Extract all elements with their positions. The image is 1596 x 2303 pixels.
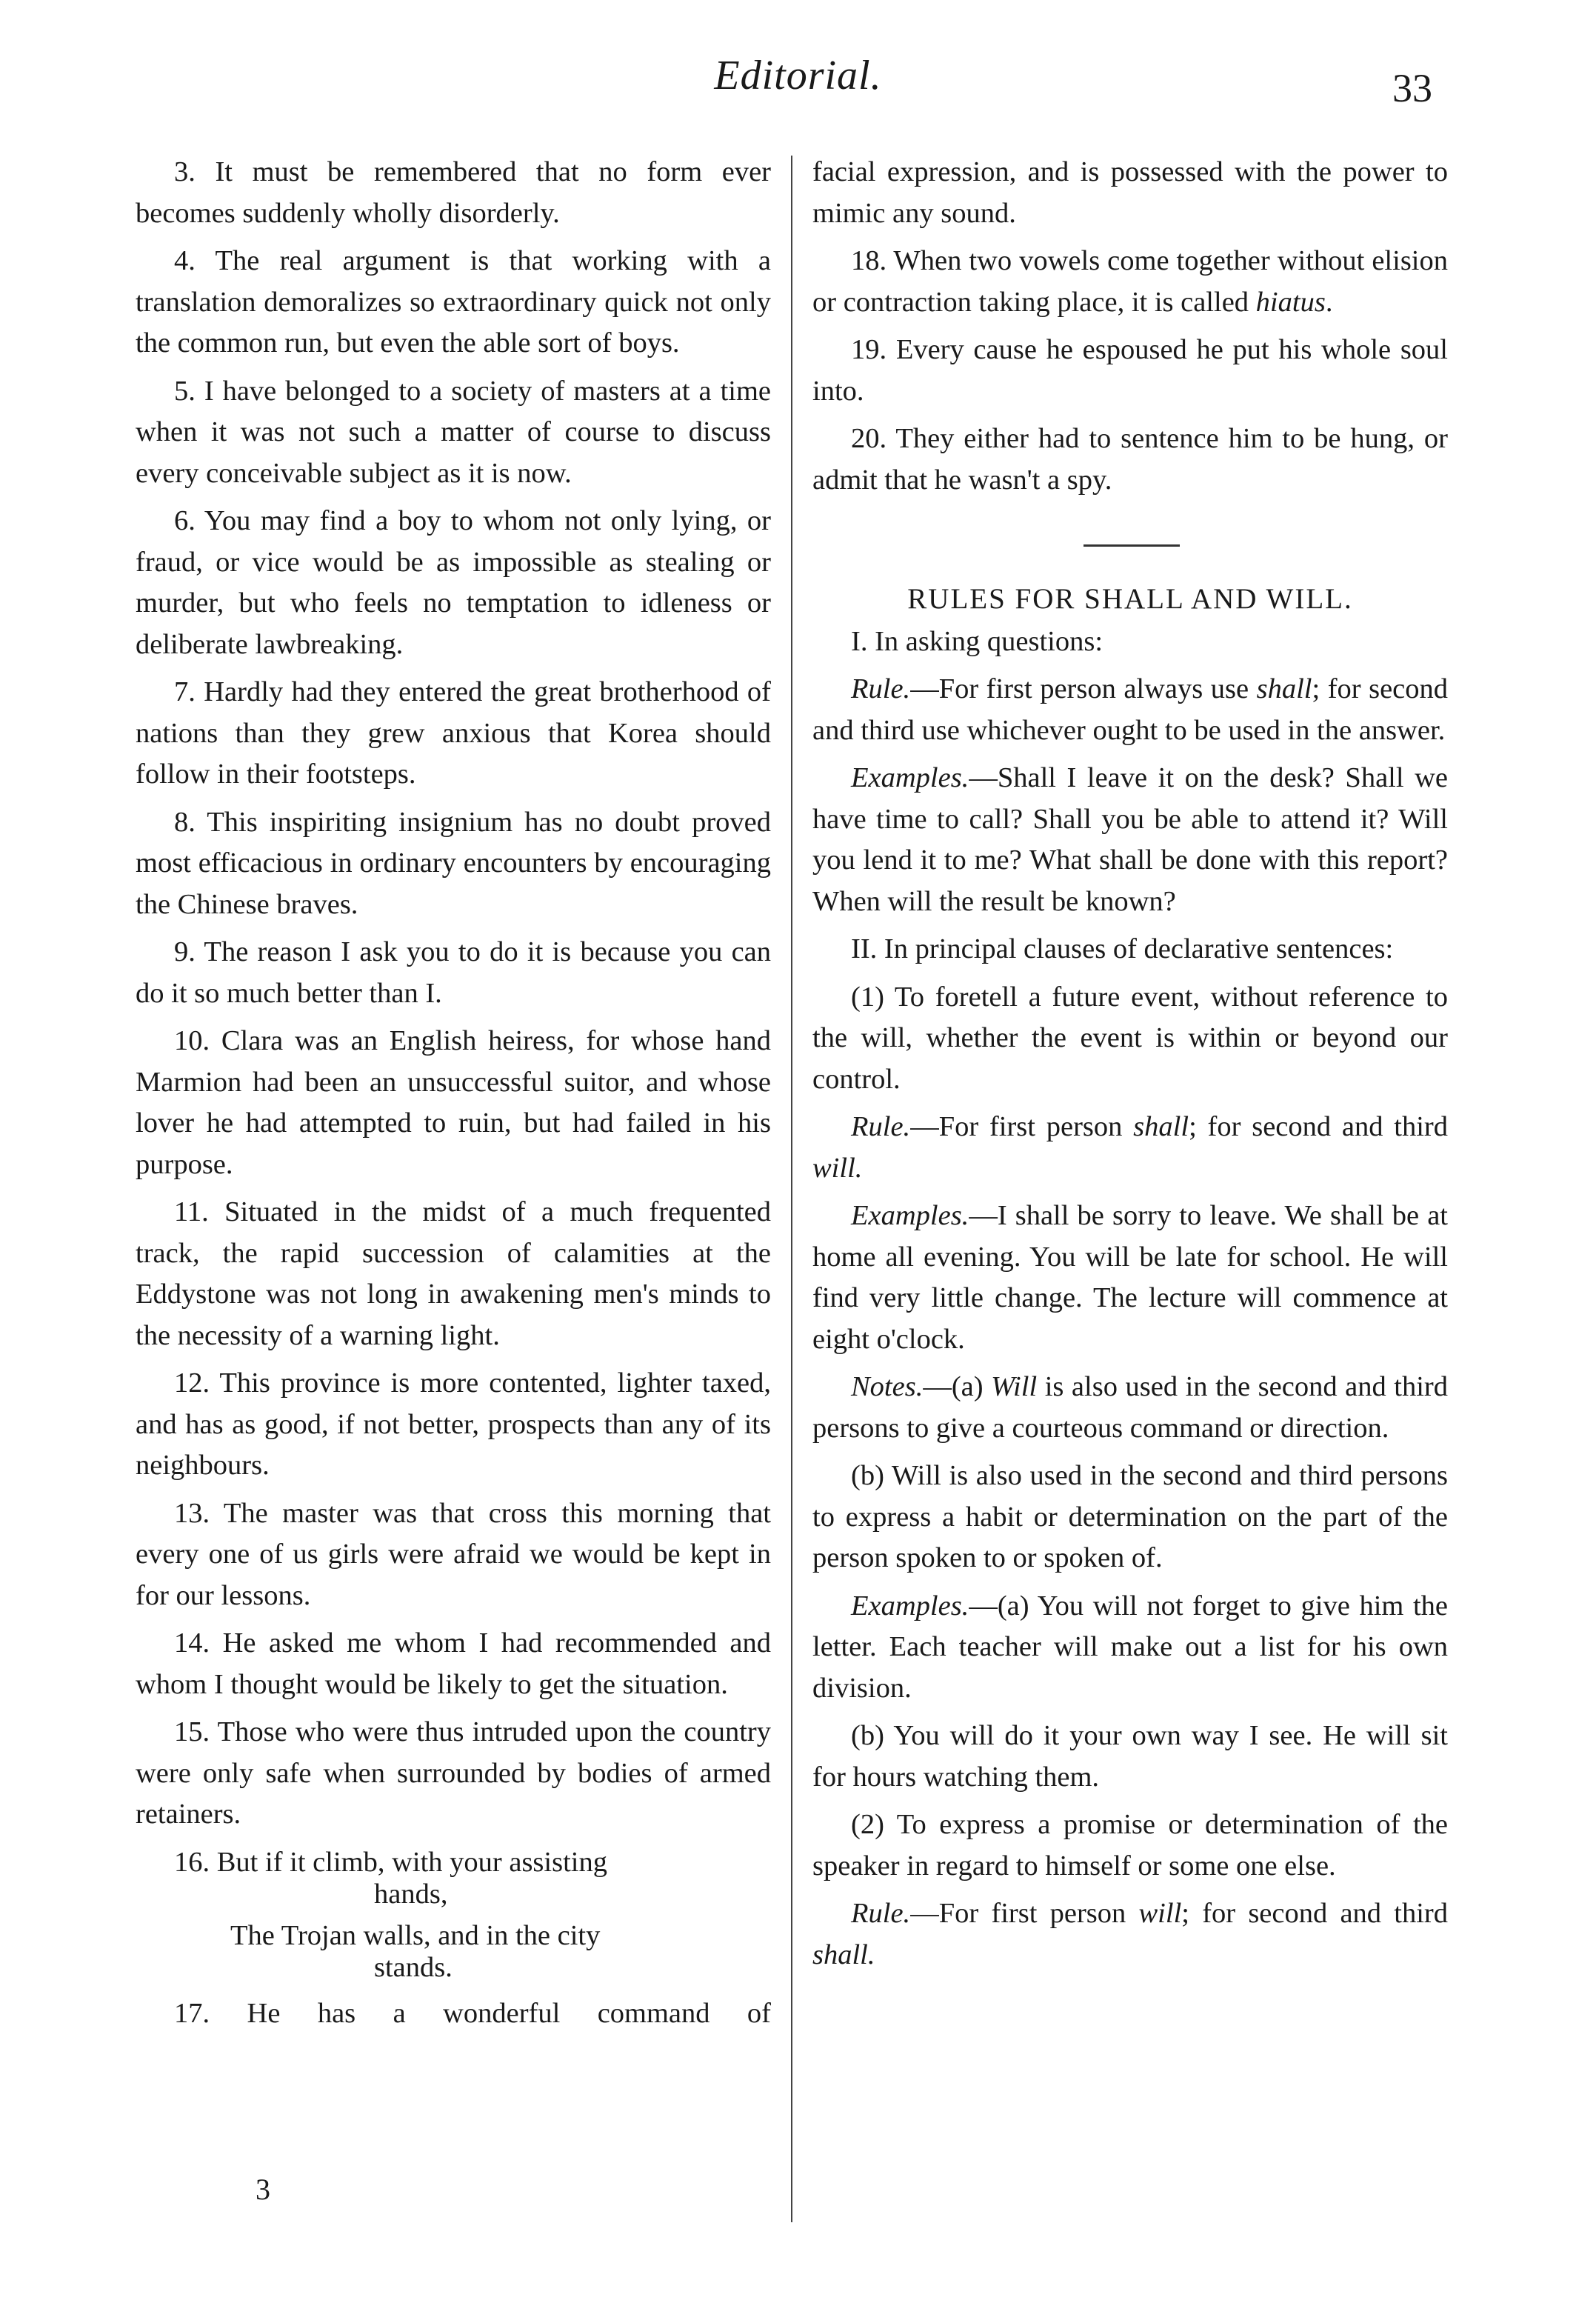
rule-text: ; for second and third bbox=[1189, 1111, 1448, 1142]
verse-line: 16. But if it climb, with your assisting bbox=[174, 1846, 607, 1878]
left-column bbox=[136, 152, 771, 2041]
list-item: 6. You may find a boy to whom not only lying, or fraud, or vice would be as impossible as stealing or murder, but who feels no temptation to idleness or deliberate lawbreaking. bbox=[136, 505, 771, 660]
list-item: 3. It must be remembered that no form ever becomes suddenly wholly disorderly. bbox=[136, 156, 771, 229]
rule-paragraph bbox=[812, 1586, 1448, 1710]
list-item: 7. Hardly had they entered the great brotherhood of nations than they grew anxious that Korea should follow in their footsteps. bbox=[136, 676, 771, 790]
rule-text: —I shall be sorry to leave. We shall be at home all evening. You will be late for school. He will find very little change. The lecture will commence at eight o'clock. bbox=[812, 1200, 1448, 1355]
rule-paragraph: (b) Will is also used in the second and third persons to express a habit or determination on the part of the person spoken to or spoken of. bbox=[812, 1460, 1448, 1573]
emphasis-shall: shall bbox=[1256, 673, 1312, 704]
term-hiatus: hiatus bbox=[1255, 286, 1326, 318]
list-item: 18. When two vowels come together without elision or contraction taking place, it is called hiatus. bbox=[812, 245, 1448, 318]
rule-text: ; for second and third bbox=[1181, 1898, 1448, 1929]
list-item: 19. Every cause he espoused he put his whole soul into. bbox=[812, 334, 1448, 407]
signature-mark: 3 bbox=[256, 2173, 270, 2206]
right-column bbox=[812, 152, 1448, 1982]
rule-paragraph bbox=[812, 1367, 1448, 1449]
list-item: 9. The reason I ask you to do it is because you can do it so much better than I. bbox=[136, 936, 771, 1009]
rule-paragraph bbox=[812, 1107, 1448, 1189]
column-rule bbox=[791, 156, 792, 2222]
rule-paragraph bbox=[812, 758, 1448, 922]
emphasis-will: will bbox=[1138, 1898, 1182, 1929]
list-item: 4. The real argument is that working with a translation demoralizes so extraordinary quick not only the common run, but even the able sort of boys. bbox=[136, 245, 771, 359]
rule-paragraph bbox=[812, 669, 1448, 751]
emphasis-will: will. bbox=[812, 1152, 863, 1184]
rule-text: —For first person bbox=[910, 1111, 1134, 1142]
rule-text: —Shall I leave it on the desk? Shall we have time to call? Shall you be able to attend it? Will you lend it to me? What shall be done with this report? When will the result be known? bbox=[812, 762, 1448, 917]
verse-quote bbox=[136, 1842, 771, 1989]
list-item: 12. This province is more contented, lighter taxed, and has as good, if not better, prospects than any of its neighbours. bbox=[136, 1367, 771, 1481]
verse-line: The Trojan walls, and in the city bbox=[230, 1919, 601, 1951]
list-item: 5. I have belonged to a society of masters at a time when it was not such a matter of course to discuss every conceivable subject as it is now. bbox=[136, 375, 771, 489]
section-heading: RULES FOR SHALL AND WILL. bbox=[907, 583, 1353, 615]
verse-line: hands, bbox=[374, 1879, 448, 1910]
list-item: 20. They either had to sentence him to be hung, or admit that he wasn't a spy. bbox=[812, 423, 1448, 496]
list-item: 11. Situated in the midst of a much frequented track, the rapid succession of calamities at the Eddystone was not long in awakening men's minds to the necessity of a warning light. bbox=[136, 1196, 771, 1351]
rule-paragraph: II. In principal clauses of declarative sentences: bbox=[851, 933, 1394, 964]
rule-text: —For first person always use bbox=[910, 673, 1257, 704]
list-item: 15. Those who were thus intruded upon the country were only safe when surrounded by bodies of armed retainers. bbox=[136, 1716, 771, 1830]
spacer bbox=[812, 507, 1448, 579]
rule-label: Rule. bbox=[851, 673, 911, 704]
list-item: facial expression, and is possessed with the power to mimic any sound. bbox=[812, 156, 1448, 229]
rule-paragraph: (2) To express a promise or determination of the speaker in regard to himself or some one else. bbox=[812, 1809, 1448, 1882]
rule-paragraph bbox=[812, 1893, 1448, 1976]
page-number: 33 bbox=[1392, 66, 1432, 110]
section-divider bbox=[1084, 544, 1180, 547]
list-item: 13. The master was that cross this morning that every one of us girls were afraid we would be kept in for our lessons. bbox=[136, 1497, 771, 1611]
list-item: 8. This inspiriting insignium has no doubt proved most efficacious in ordinary encounters by encouraging the Chinese braves. bbox=[136, 806, 771, 920]
notes-label: Notes. bbox=[851, 1371, 924, 1402]
rule-paragraph: (b) You will do it your own way I see. He will sit for hours watching them. bbox=[812, 1720, 1448, 1793]
list-item: 17. He has a wonderful command of bbox=[174, 1997, 771, 2029]
emphasis-shall: shall bbox=[1133, 1111, 1189, 1142]
rule-paragraph bbox=[812, 1196, 1448, 1360]
rule-text: ; for second and third use whichever ought to be used in the answer. bbox=[812, 673, 1448, 746]
examples-label: Examples. bbox=[851, 762, 969, 793]
examples-label: Examples. bbox=[851, 1200, 969, 1231]
running-title: Editorial. bbox=[714, 53, 882, 99]
list-item: 14. He asked me whom I had recommended and whom I thought would be likely to get the situation. bbox=[136, 1627, 771, 1700]
rule-label: Rule. bbox=[851, 1898, 911, 1929]
list-item: 10. Clara was an English heiress, for whose hand Marmion had been an unsuccessful suitor, and whose lover he had attempted to ruin, but had failed in his purpose. bbox=[136, 1025, 771, 1180]
rule-text: is also used in the second and third persons to give a courteous command or direction. bbox=[812, 1371, 1448, 1444]
rule-paragraph: I. In asking questions: bbox=[851, 625, 1103, 657]
rule-text: —(a) You will not forget to give him the letter. Each teacher will make out a list for his own division. bbox=[812, 1590, 1448, 1704]
emphasis-shall: shall. bbox=[812, 1939, 875, 1970]
examples-label: Examples. bbox=[851, 1590, 969, 1622]
rule-text: —For first person bbox=[910, 1898, 1139, 1929]
rule-paragraph: (1) To foretell a future event, without reference to the will, whether the event is within or beyond our control. bbox=[812, 981, 1448, 1095]
emphasis-will: Will bbox=[991, 1371, 1038, 1402]
rule-label: Rule. bbox=[851, 1111, 911, 1142]
verse-line: stands. bbox=[374, 1952, 453, 1983]
rule-text: —(a) bbox=[923, 1371, 992, 1402]
